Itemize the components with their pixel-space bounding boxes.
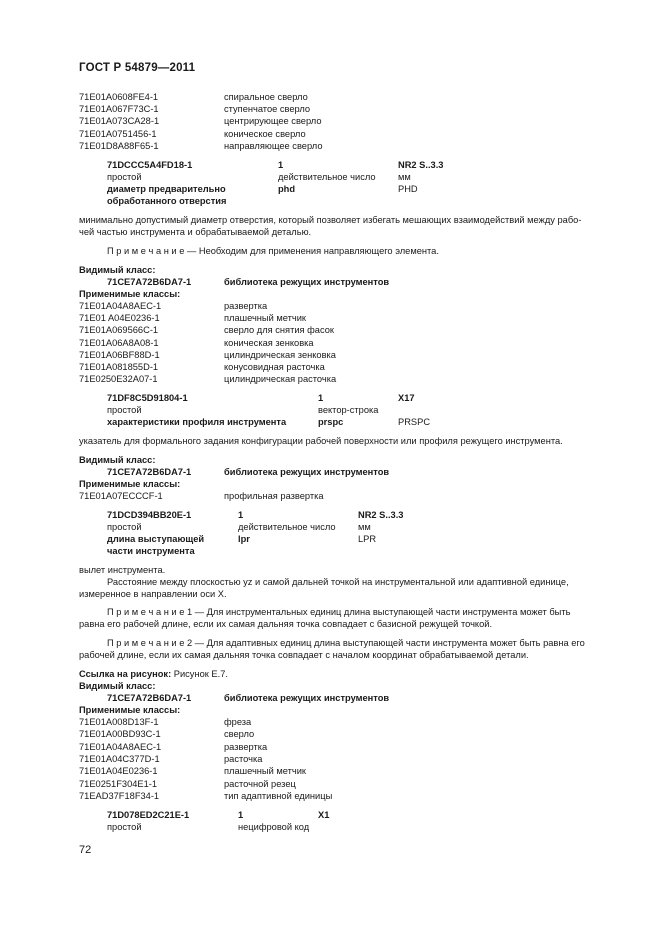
visible-class-id: 71CE7A72B6DA7-1 <box>107 693 192 703</box>
property-type: простой <box>107 172 142 182</box>
class-name: конусовидная расточка <box>224 362 325 372</box>
class-name: тип адаптивной единицы <box>224 791 333 801</box>
note-label: П р и м е ч а н и е <box>107 246 185 256</box>
class-code: 71E0250E32A07-1 <box>79 374 158 384</box>
note-text: — Необходим для применения направляющего элемента. <box>186 246 439 256</box>
property-datatype: действительное число <box>278 172 376 182</box>
property-name-continued: обработанного отверстия <box>107 196 227 206</box>
class-name: сверло для снятия фасок <box>224 325 334 335</box>
class-name: профильная развертка <box>224 491 324 501</box>
property-datatype: нецифровой код <box>238 822 310 832</box>
figure-reference-label: Ссылка на рисунок: <box>79 669 172 679</box>
visible-class-name: библиотека режущих инструментов <box>224 277 390 287</box>
visible-class-name: библиотека режущих инструментов <box>224 467 390 477</box>
class-name: развертка <box>224 301 268 311</box>
property-id: 71DF8C5D91804-1 <box>107 393 188 403</box>
applicable-classes-label: Применимые классы: <box>79 479 181 489</box>
property-format: NR2 S..3.3 <box>358 510 404 520</box>
class-name: фреза <box>224 717 252 727</box>
property-name: характеристики профиля инструмента <box>107 417 287 427</box>
applicable-classes-label: Применимые классы: <box>79 705 181 715</box>
class-name: плашечный метчик <box>224 313 307 323</box>
visible-class-label: Видимый класс: <box>79 455 156 465</box>
class-code: 71EAD37F18F34-1 <box>79 791 160 801</box>
class-code: 71E01A04A8AEC-1 <box>79 742 162 752</box>
visible-class-id: 71CE7A72B6DA7-1 <box>107 467 192 477</box>
property-definition-continued: чей частью инструмента и обрабатываемой деталью. <box>79 227 312 237</box>
property-definition: минимально допустимый диаметр отверстия, который позволяет избегать мешающих взаимодействий между рабо- <box>79 215 582 225</box>
class-name: сверло <box>224 729 255 739</box>
class-name: центрирующее сверло <box>224 116 322 126</box>
class-code: 71E01A069566C-1 <box>79 325 159 335</box>
class-code: 71E01A04A8AEC-1 <box>79 301 162 311</box>
note-1 <box>107 607 570 618</box>
figure-reference <box>79 669 228 680</box>
class-name: коническая зенковка <box>224 338 314 348</box>
property-format: NR2 S..3.3 <box>398 160 444 170</box>
class-code: 71E01A06BF88D-1 <box>79 350 160 360</box>
property-version: 1 <box>278 160 284 170</box>
property-unit: мм <box>358 522 371 532</box>
property-type: простой <box>107 405 142 415</box>
applicable-classes-label: Применимые классы: <box>79 289 181 299</box>
visible-class-label: Видимый класс: <box>79 265 156 275</box>
property-version: 1 <box>238 810 244 820</box>
class-name: развертка <box>224 742 268 752</box>
note-2 <box>107 638 585 649</box>
visible-class-label: Видимый класс: <box>79 681 156 691</box>
note-label: П р и м е ч а н и е 2 <box>107 638 193 648</box>
class-code: 71E01A07ECCCF-1 <box>79 491 163 501</box>
class-code: 71E01D8A88F65-1 <box>79 141 159 151</box>
class-code: 71E01A00BD93C-1 <box>79 729 161 739</box>
property-definition: указатель для формального задания конфигурации рабочей поверхности или профиля режущего инструмента. <box>79 436 563 446</box>
paragraph-line: Расстояние между плоскостью yz и самой дальней точкой на инструментальной или адаптивной единице, <box>107 577 569 587</box>
property-type: простой <box>107 522 142 532</box>
visible-class-id: 71CE7A72B6DA7-1 <box>107 277 192 287</box>
property-name: диаметр предварительно <box>107 184 226 194</box>
property-symbol: prspc <box>318 417 344 427</box>
class-code: 71E01A008D13F-1 <box>79 717 159 727</box>
property-unit: мм <box>398 172 411 182</box>
document-header: ГОСТ Р 54879—2011 <box>79 62 196 74</box>
paragraph-line: измеренное в направлении оси X. <box>79 589 227 599</box>
note-text: — Для инструментальных единиц длина выступающей части инструмента может быть <box>194 607 571 617</box>
property-format: X1 <box>318 810 330 820</box>
property-format: X17 <box>398 393 415 403</box>
class-code: 71E01A067F73C-1 <box>79 104 159 114</box>
property-version: 1 <box>238 510 244 520</box>
note <box>107 246 439 257</box>
note-text: — Для адаптивных единиц длина выступающей части инструмента может быть равна его <box>194 638 585 648</box>
class-name: плашечный метчик <box>224 766 307 776</box>
visible-class-name: библиотека режущих инструментов <box>224 693 390 703</box>
note-label: П р и м е ч а н и е 1 <box>107 607 193 617</box>
class-code: 71E01A0751456-1 <box>79 129 157 139</box>
property-definition: вылет инструмента. <box>79 565 166 575</box>
class-name: спиральное сверло <box>224 92 308 102</box>
class-name: цилиндрическая расточка <box>224 374 337 384</box>
class-name: цилиндрическая зенковка <box>224 350 336 360</box>
property-id: 71D078ED2C21E-1 <box>107 810 190 820</box>
page-number: 72 <box>79 844 92 856</box>
figure-reference-value: Рисунок Е.7. <box>173 669 228 679</box>
property-symbol: phd <box>278 184 296 194</box>
class-name: коническое сверло <box>224 129 306 139</box>
class-code: 71E0251F304E1-1 <box>79 779 158 789</box>
class-code: 71E01A0608FE4-1 <box>79 92 159 102</box>
class-code: 71E01A04E0236-1 <box>79 766 158 776</box>
class-code: 71E01A04C377D-1 <box>79 754 160 764</box>
class-code: 71E01A073CA28-1 <box>79 116 160 126</box>
property-version: 1 <box>318 393 324 403</box>
property-short-name: PRSPC <box>398 417 431 427</box>
note-1-continued: равна его рабочей длине, если их самая дальняя точка совпадает с базисной режущей точкой. <box>79 619 493 629</box>
class-code: 71E01 A04E0236-1 <box>79 313 160 323</box>
property-datatype: действительное число <box>238 522 336 532</box>
property-datatype: вектор-строка <box>318 405 379 415</box>
class-code: 71E01A081855D-1 <box>79 362 159 372</box>
property-short-name: LPR <box>358 534 377 544</box>
property-short-name: PHD <box>398 184 418 194</box>
class-name: расточка <box>224 754 263 764</box>
class-name: направляющее сверло <box>224 141 323 151</box>
class-name: расточной резец <box>224 779 296 789</box>
property-name: длина выступающей <box>107 534 205 544</box>
property-id: 71DCD394BB20E-1 <box>107 510 192 520</box>
property-type: простой <box>107 822 142 832</box>
class-name: ступенчатое сверло <box>224 104 311 114</box>
note-2-continued: рабочей длине, если их самая дальняя точка совпадает с началом координат обрабатываемой детали. <box>79 650 529 660</box>
class-code: 71E01A06A8A08-1 <box>79 338 159 348</box>
property-id: 71DCCC5A4FD18-1 <box>107 160 193 170</box>
property-symbol: lpr <box>238 534 250 544</box>
property-name-continued: части инструмента <box>107 546 195 556</box>
